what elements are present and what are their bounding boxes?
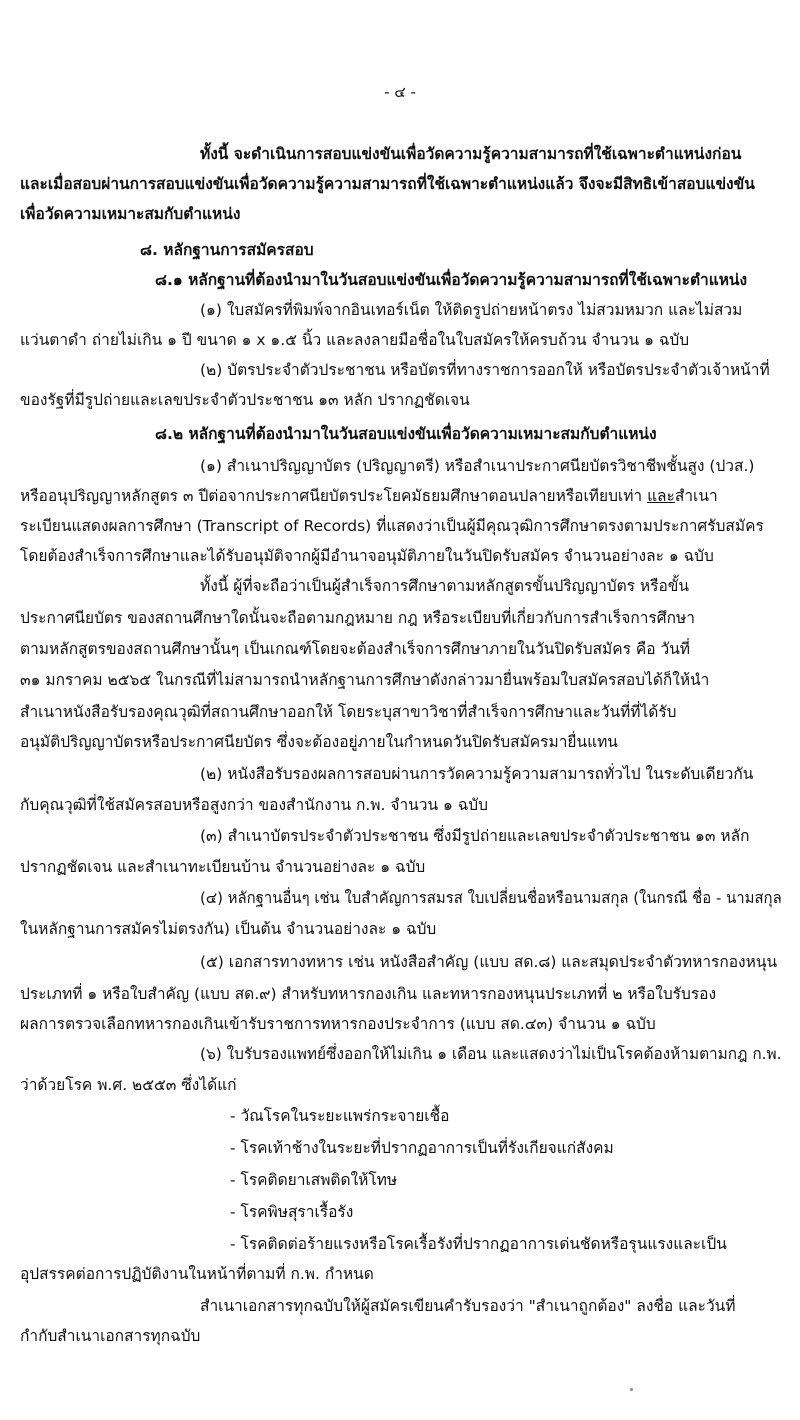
s82-item-1-line-2-post: สำเนา [674,487,718,505]
s82-item-1-line-2 [20,484,718,508]
s82-item-3-line-2: ปรากฏชัดเจน และสำเนาทะเบียนบ้าน จำนวนอย่างละ ๑ ฉบับ [20,858,426,876]
s82-note-line-5: สำเนาหนังสือรับรองคุณวุฒิที่สถานศึกษาออกให้ โดยระบุสาขาวิชาที่สำเร็จการศึกษาและวันที่ที่ได้รับ [20,703,677,721]
s82-item-1-line-3: ระเบียนแสดงผลการศึกษา (Transcript of Records) ที่แสดงว่าเป็นผู้มีคุณวุฒิการศึกษาตรงตามประกาศรับสมัคร [20,517,764,535]
s81-item-1-line-1: (๑) ใบสมัครที่พิมพ์จากอินเทอร์เน็ต ให้ติดรูปถ่ายหน้าตรง ไม่สวมหมวก และไม่สวม [200,301,743,319]
disease-item-4: - โรคพิษสุราเรื้อรัง [230,1203,354,1221]
scan-speck [630,1388,633,1391]
s82-item-1-underlined-and: และ [647,487,675,505]
closing-line-1: สำเนาเอกสารทุกฉบับให้ผู้สมัครเขียนคำรับรองว่า "สำเนาถูกต้อง" ลงชื่อ และวันที่ [200,1297,736,1315]
intro-line-3: เพื่อวัดความเหมาะสมกับตำแหน่ง [20,205,241,223]
section-8-1-heading: ๘.๑ หลักฐานที่ต้องนำมาในวันสอบแข่งขันเพื่อวัดความรู้ความสามารถที่ใช้เฉพาะตำแหน่ง [155,271,748,289]
intro-line-2: และเมื่อสอบผ่านการสอบแข่งขันเพื่อวัดความรู้ความสามารถที่ใช้เฉพาะตำแหน่งแล้ว จึงจะมีสิทธิเข้าสอบแข่งขัน [20,175,755,193]
s82-item-5-line-1: (๕) เอกสารทางทหาร เช่น หนังสือสำคัญ (แบบ สด.๘) และสมุดประจำตัวทหารกองหนุน [200,953,778,971]
section-8-heading: ๘. หลักฐานการสมัครสอบ [140,241,314,259]
s82-item-6-line-2: ว่าด้วยโรค พ.ศ. ๒๕๕๓ ซึ่งได้แก่ [20,1076,237,1094]
s82-item-4-line-2: ในหลักฐานการสมัครไม่ตรงกัน) เป็นต้น จำนวนอย่างละ ๑ ฉบับ [20,920,437,938]
s82-item-5-line-2: ประเภทที่ ๑ หรือใบสำคัญ (แบบ สด.๙) สำหรับทหารกองเกิน และทหารกองหนุนประเภทที่ ๒ หรือใบรับรอง [20,985,717,1003]
s82-item-6-line-1: (๖) ใบรับรองแพทย์ซึ่งออกให้ไม่เกิน ๑ เดือน และแสดงว่าไม่เป็นโรคต้องห้ามตามกฎ ก.พ. [200,1045,782,1063]
disease-item-1: - วัณโรคในระยะแพร่กระจายเชื้อ [230,1107,450,1125]
page-number: - ๔ - [384,83,416,101]
closing-line-2: กำกับสำเนาเอกสารทุกฉบับ [20,1327,201,1345]
s82-item-1-line-1: (๑) สำเนาปริญญาบัตร (ปริญญาตรี) หรือสำเนาประกาศนียบัตรวิชาชีพชั้นสูง (ปวส.) [200,457,755,475]
s82-note-line-6: อนุมัติปริญญาบัตรหรือประกาศนียบัตร ซึ่งจะต้องอยู่ภายในกำหนดวันปิดรับสมัครมายื่นแทน [20,733,618,751]
s82-note-line-4: ๓๑ มกราคม ๒๕๖๕ ในกรณีที่ไม่สามารถนำหลักฐานการศึกษาดังกล่าวมายื่นพร้อมใบสมัครสอบได้ก็ให้นำ [20,671,710,689]
s81-item-2-line-1: (๒) บัตรประจำตัวประชาชน หรือบัตรที่ทางราชการออกให้ หรือบัตรประจำตัวเจ้าหน้าที่ [200,361,770,379]
disease-item-3: - โรคติดยาเสพติดให้โทษ [230,1171,398,1189]
s81-item-2-line-2: ของรัฐที่มีรูปถ่ายและเลขประจำตัวประชาชน ๑๓ หลัก ปรากฏชัดเจน [20,391,470,409]
s82-item-1-line-4: โดยต้องสำเร็จการศึกษาและได้รับอนุมัติจากผู้มีอำนาจอนุมัติภายในวันปิดรับสมัคร จำนวนอย่างละ ๑ ฉบับ [20,547,714,565]
s82-note-line-3: ตามหลักสูตรของสถานศึกษานั้นๆ เป็นเกณฑ์โดยจะต้องสำเร็จการศึกษาภายในวันปิดรับสมัคร คือ วันที่ [20,640,691,658]
s81-item-1-line-2: แว่นตาดำ ถ่ายไม่เกิน ๑ ปี ขนาด ๑ x ๑.๕ นิ้ว และลงลายมือชื่อในใบสมัครให้ครบถ้วน จำนวน ๑ ฉบับ [20,331,690,349]
s82-item-5-line-3: ผลการตรวจเลือกทหารกองเกินเข้ารับราชการทหารกองประจำการ (แบบ สด.๔๓) จำนวน ๑ ฉบับ [20,1015,656,1033]
s82-item-1-line-2-pre: หรืออนุปริญญาหลักสูตร ๓ ปีต่อจากประกาศนียบัตรประโยคมัธยมศึกษาตอนปลายหรือเทียบเท่า [20,487,648,505]
section-8-2-heading: ๘.๒ หลักฐานที่ต้องนำมาในวันสอบแข่งขันเพื่อวัดความเหมาะสมกับตำแหน่ง [155,425,657,443]
disease-item-5-line-2: อุปสรรคต่อการปฏิบัติงานในหน้าที่ตามที่ ก.พ. กำหนด [20,1265,374,1283]
s82-item-4-line-1: (๔) หลักฐานอื่นๆ เช่น ใบสำคัญการสมรส ใบเปลี่ยนชื่อหรือนามสกุล (ในกรณี ชื่อ - นามสกุล [200,889,782,907]
intro-line-1: ทั้งนี้ จะดำเนินการสอบแข่งขันเพื่อวัดความรู้ความสามารถที่ใช้เฉพาะตำแหน่งก่อน [200,145,742,163]
s82-item-2-line-2: กับคุณวุฒิที่ใช้สมัครสอบหรือสูงกว่า ของสำนักงาน ก.พ. จำนวน ๑ ฉบับ [20,796,488,814]
s82-item-3-line-1: (๓) สำเนาบัตรประจำตัวประชาชน ซึ่งมีรูปถ่ายและเลขประจำตัวประชาชน ๑๓ หลัก [200,827,750,845]
s82-item-2-line-1: (๒) หนังสือรับรองผลการสอบผ่านการวัดความรู้ความสามารถทั่วไป ในระดับเดียวกัน [200,765,754,783]
s82-note-line-2: ประกาศนียบัตร ของสถานศึกษาใดนั้นจะถือตามกฎหมาย กฎ หรือระเบียบที่เกี่ยวกับการสำเร็จการศึกษา [20,609,695,627]
disease-item-5-line-1: - โรคติดต่อร้ายแรงหรือโรคเรื้อรังที่ปรากฏอาการเด่นชัดหรือรุนแรงและเป็น [230,1235,727,1253]
disease-item-2: - โรคเท้าช้างในระยะที่ปรากฏอาการเป็นที่รังเกียจแก่สังคม [230,1139,614,1157]
s82-note-line-1: ทั้งนี้ ผู้ที่จะถือว่าเป็นผู้สำเร็จการศึกษาตามหลักสูตรขั้นปริญญาบัตร หรือขั้น [200,577,689,595]
